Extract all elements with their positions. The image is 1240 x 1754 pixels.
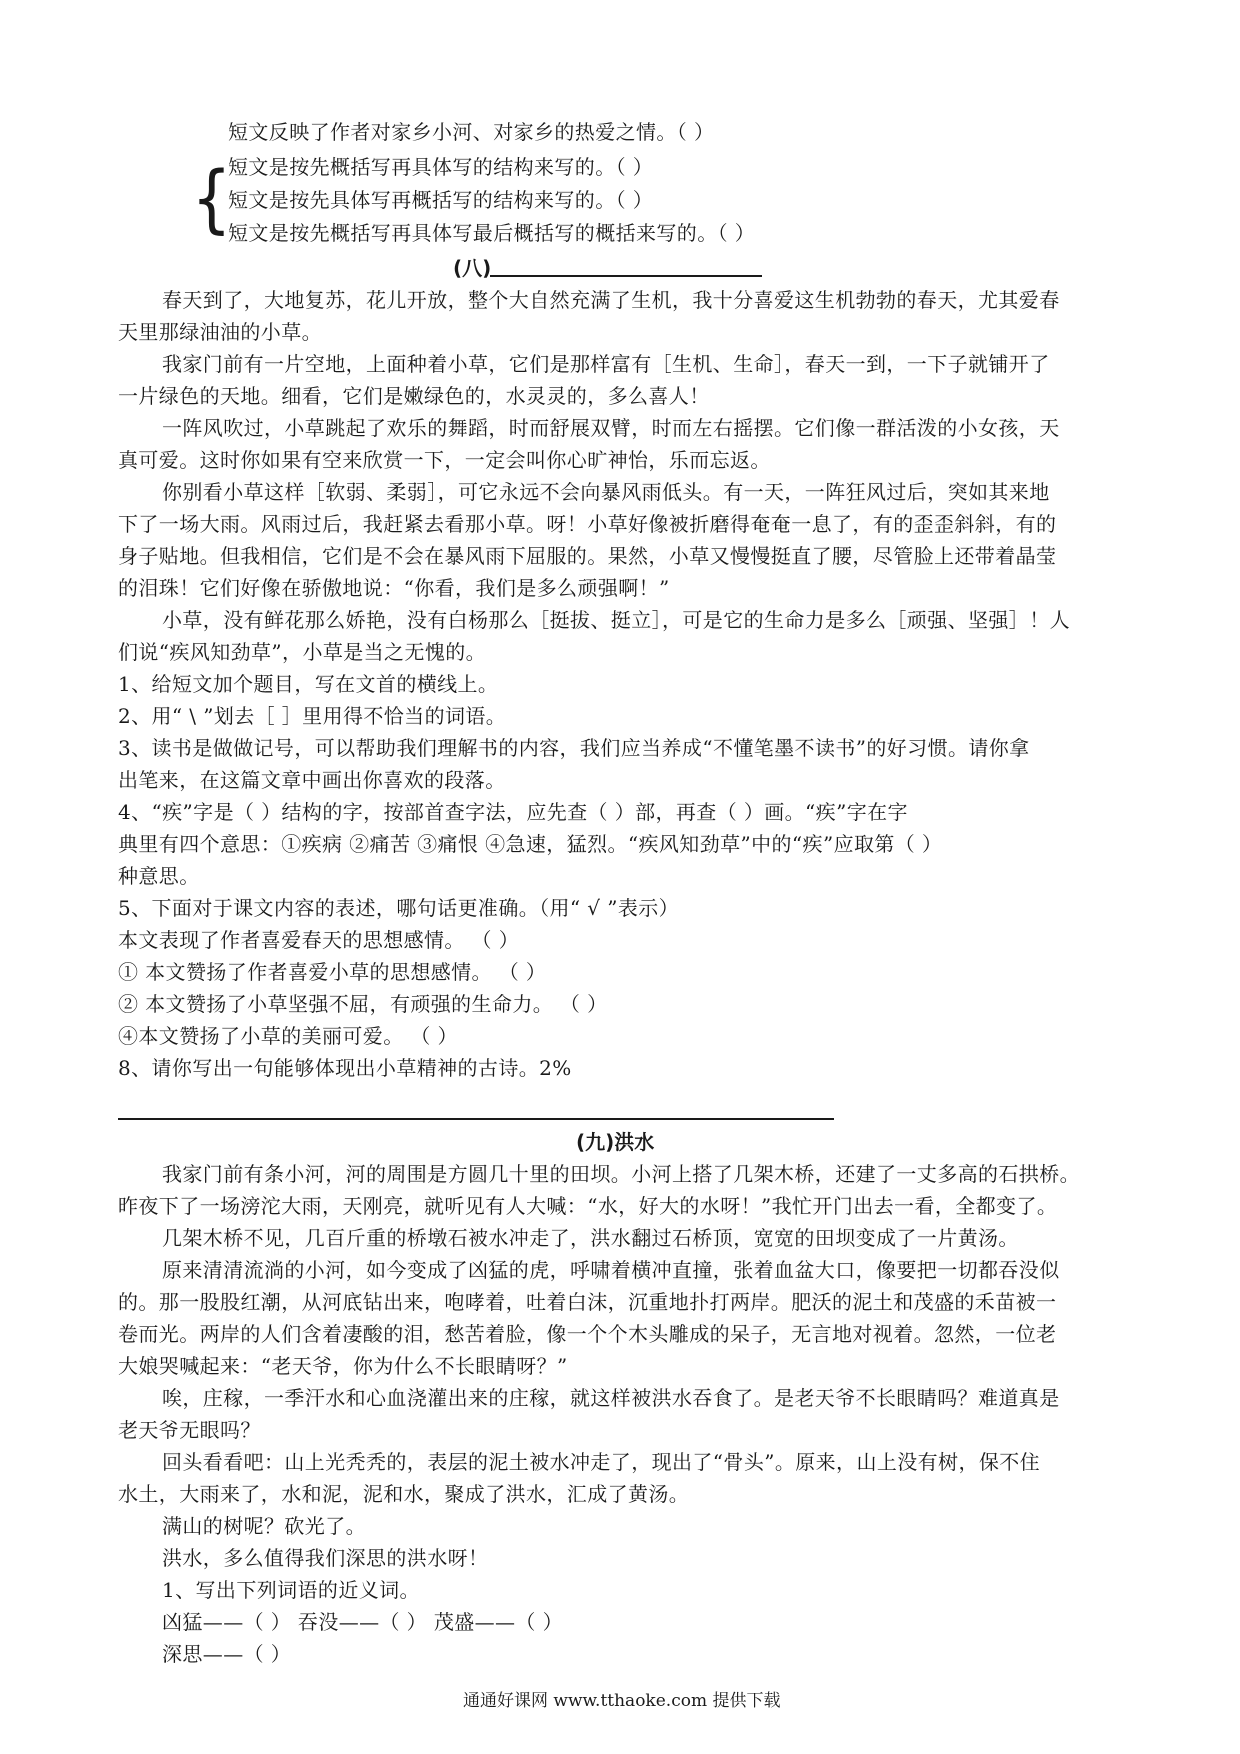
choice-line: ② 本文赞扬了小草坚强不屈，有顽强的生命力。 （ ） — [118, 992, 608, 1016]
footer-text: 通通好课网 www.tthaoke.com 提供下载 — [463, 1691, 781, 1711]
question-line: 4、“疾”字是（ ）结构的字，按部首查字法，应先查（ ）部，再查（ ）画。“疾”字在字 — [118, 800, 908, 824]
text-line: 原来清清流淌的小河，如今变成了凶猛的虎，呼啸着横冲直撞，张着血盆大口，像要把一切都吞没似 — [162, 1258, 1060, 1282]
question-line: 3、读书是做做记号，可以帮助我们理解书的内容，我们应当养成“不懂笔墨不读书”的好习惯。请你拿 — [118, 736, 1030, 760]
text-line: 大娘哭喊起来：“老天爷，你为什么不长眼睛呀？” — [118, 1354, 568, 1378]
text-line: 的泪珠！它们好像在骄傲地说：“你看，我们是多么顽强啊！” — [118, 576, 670, 600]
text-line: 们说“疾风知劲草”，小草是当之无愧的。 — [118, 640, 487, 664]
section9-title: (九)洪水 — [576, 1130, 655, 1154]
text-line: 身子贴地。但我相信，它们是不会在暴风雨下屈服的。果然，小草又慢慢挺直了腰，尽管脸上还带着晶莹 — [118, 544, 1057, 568]
text-line: 水土，大雨来了，水和泥，泥和水，聚成了洪水，汇成了黄汤。 — [118, 1482, 690, 1506]
question-line: 5、下面对于课文内容的表述，哪句话更准确。（用“ √ ”表示） — [118, 896, 680, 920]
choice-line: ④本文赞扬了小草的美丽可爱。 （ ） — [118, 1024, 458, 1048]
text-line: 洪水，多么值得我们深思的洪水呀！ — [162, 1546, 489, 1570]
section8-title: (八) — [453, 256, 492, 280]
question-line: 深思——（ ） — [162, 1642, 292, 1666]
text-line: 我家门前有一片空地，上面种着小草，它们是那样富有［生机、生命］，春天一到，一下子就铺开了 — [162, 352, 1050, 376]
text-line: 几架木桥不见，几百斤重的桥墩石被水冲走了，洪水翻过石桥顶，宽宽的田坝变成了一片黄汤。 — [162, 1226, 1019, 1250]
text-line: 唉，庄稼，一季汗水和心血浇灌出来的庄稼，就这样被洪水吞食了。是老天爷不长眼睛吗？难道真是 — [162, 1386, 1060, 1410]
choice-line: ① 本文赞扬了作者喜爱小草的思想感情。 （ ） — [118, 960, 547, 984]
title-blank-line — [490, 275, 762, 277]
text-line: 我家门前有条小河，河的周围是方圆几十里的田坝。小河上搭了几架木桥，还建了一丈多高的石拱桥。 — [162, 1162, 1080, 1186]
choice-line: 本文表现了作者喜爱春天的思想感情。 （ ） — [118, 928, 520, 952]
text-line: 下了一场大雨。风雨过后，我赶紧去看那小草。呀！小草好像被折磨得奄奄一息了，有的歪歪斜斜，有的 — [118, 512, 1057, 536]
text-line: 卷而光。两岸的人们含着凄酸的泪，愁苦着脸，像一个个木头雕成的呆子，无言地对视着。忽然，一位老 — [118, 1322, 1057, 1346]
question-line: 1、给短文加个题目，写在文首的横线上。 — [118, 672, 499, 696]
option-line: 短文反映了作者对家乡小河、对家乡的热爱之情。（ ） — [228, 120, 715, 144]
option-line: 短文是按先概括写再具体写的结构来写的。（ ） — [228, 155, 654, 179]
question-line: 2、用“ \ ”划去［ ］里用得不恰当的词语。 — [118, 704, 507, 728]
text-line: 一片绿色的天地。细看，它们是嫩绿色的，水灵灵的，多么喜人！ — [118, 384, 710, 408]
text-line: 一阵风吹过，小草跳起了欢乐的舞蹈，时而舒展双臂，时而左右摇摆。它们像一群活泼的小女孩，天 — [162, 416, 1060, 440]
question-line: 8、请你写出一句能够体现出小草精神的古诗。2% — [118, 1056, 572, 1080]
text-line: 回头看看吧：山上光秃秃的，表层的泥土被水冲走了，现出了“骨头”。原来，山上没有树，保不住 — [162, 1450, 1041, 1474]
text-line: 小草，没有鲜花那么娇艳，没有白杨那么［挺拔、挺立］，可是它的生命力是多么［顽强、坚强］！人 — [162, 608, 1070, 632]
question-line: 种意思。 — [118, 864, 200, 888]
question-line: 凶猛——（ ） 吞没——（ ） 茂盛——（ ） — [162, 1610, 563, 1634]
text-line: 的。那一股股红潮，从河底钻出来，咆哮着，吐着白沫，沉重地扑打两岸。肥沃的泥土和茂盛的禾苗被一 — [118, 1290, 1057, 1314]
left-brace: { — [191, 156, 232, 242]
option-line: 短文是按先具体写再概括写的结构来写的。（ ） — [228, 188, 654, 212]
text-line: 满山的树呢？砍光了。 — [162, 1514, 366, 1538]
question-line: 典里有四个意思：①疾病 ②痛苦 ③痛恨 ④急速，猛烈。“疾风知劲草”中的“疾”应取第（ ） — [118, 832, 943, 856]
text-line: 天里那绿油油的小草。 — [118, 320, 322, 344]
section-divider — [118, 1118, 834, 1120]
text-line: 你别看小草这样［软弱、柔弱］，可它永远不会向暴风雨低头。有一天，一阵狂风过后，突如其来地 — [162, 480, 1050, 504]
question-line: 1、写出下列词语的近义词。 — [162, 1578, 420, 1602]
text-line: 昨夜下了一场滂沱大雨，天刚亮，就听见有人大喊：“水，好大的水呀！”我忙开门出去一看，全都变了。 — [118, 1194, 1058, 1218]
text-line: 真可爱。这时你如果有空来欣赏一下，一定会叫你心旷神怡，乐而忘返。 — [118, 448, 771, 472]
text-line: 春天到了，大地复苏，花儿开放，整个大自然充满了生机，我十分喜爱这生机勃勃的春天，尤其爱春 — [162, 288, 1060, 312]
text-line: 老天爷无眼吗？ — [118, 1418, 261, 1442]
option-line: 短文是按先概括写再具体写最后概括写的概括来写的。（ ） — [228, 221, 756, 245]
question-line: 出笔来，在这篇文章中画出你喜欢的段落。 — [118, 768, 506, 792]
